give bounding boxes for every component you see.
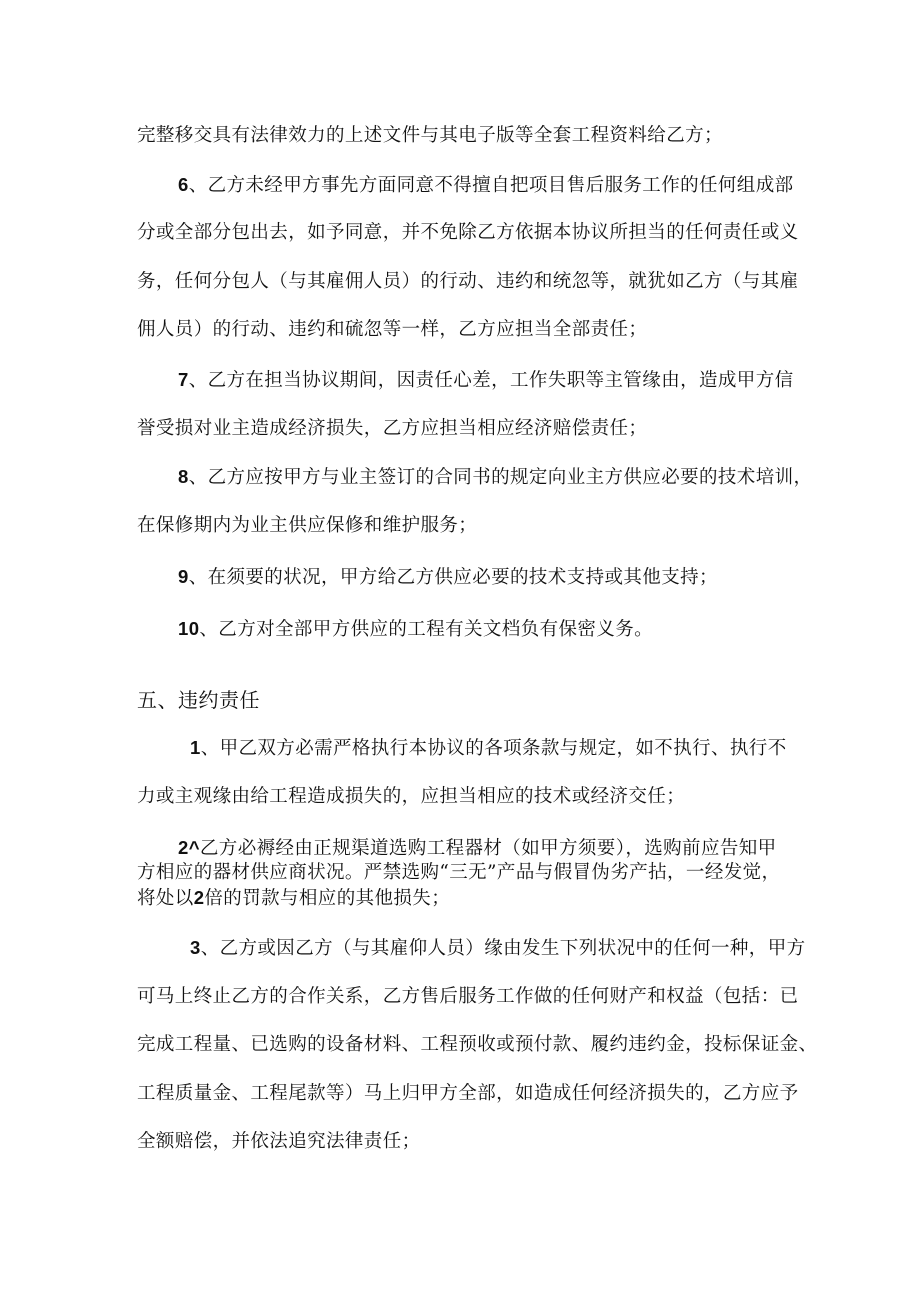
item-10-number: 10 (178, 618, 200, 639)
item-7-line-2: 誉受损对业主造成经济损失，乙方应担当相应经济赔偿责任； (137, 418, 648, 439)
s5-item-1-number: 1 (190, 737, 201, 758)
item-10-line-1 (178, 617, 653, 642)
item-8-text-1: 、乙方应按甲方与业主签订的合同书的规定向业主方供应必要的技术培训， (188, 467, 813, 488)
s5-item-3-line-1 (190, 936, 806, 961)
item-7-text-1: 、乙方在担当协议期间，因责任心差，工作失职等主管缘由，造成甲方信 (188, 370, 794, 391)
s5-item-3-line-3: 完成工程量、已选购的设备材料、工程预收或预付款、履约违约金，投标保证金、 (137, 1034, 818, 1055)
s5-item-3-line-4: 工程质量金、工程尾款等）马上归甲方全部，如造成任何经济损失的，乙方应予 (137, 1083, 799, 1104)
item-8-line-2: 在保修期内为业主供应保修和维护服务； (137, 515, 478, 536)
s5-item-2-line-1 (178, 836, 777, 861)
s5-item-1-line-2: 力或主观缘由给工程造成损失的，应担当相应的技术或经济交任； (137, 786, 686, 807)
item-6-text-1: 、乙方未经甲方事先方面同意不得擅自把项目售后服务工作的任何组成部 (188, 175, 794, 196)
s5-item-3-number: 3 (190, 937, 201, 958)
s5-item-2-number: 2^ (178, 837, 200, 858)
item-7-number: 7 (178, 369, 189, 390)
item-8-number: 8 (178, 466, 189, 487)
item-6-line-1 (178, 173, 794, 198)
item-6-line-2: 分或全部分包出去，如予同意，并不免除乙方依据本协议所担当的任何责任或义 (137, 222, 799, 243)
s5-item-1-line-1 (190, 736, 787, 761)
item-6-line-3: 务，任何分包人（与其雇佣人员）的行动、违约和统忽等，就犹如乙方（与其雇 (137, 271, 799, 292)
item-9-line-1 (178, 565, 718, 590)
section-heading-breach-liability: 五、违约责任 (137, 688, 260, 712)
s5-item-3-line-5: 全额赔偿，并依法追究法律责任； (137, 1131, 421, 1152)
item-9-text-1: 、在须要的状况，甲方给乙方供应必要的技术支持或其他支持； (188, 567, 718, 588)
item-7-line-1 (178, 368, 794, 393)
s5-item-2-multiplier: 2 (193, 887, 205, 908)
item-6-number: 6 (178, 174, 189, 195)
s5-item-1-text-1: 、甲乙双方必需严格执行本协议的各项条款与规定，如不执行、执行不 (200, 738, 787, 759)
s5-item-3-text-1: 、乙方或因乙方（与其雇仰人员）缘由发生下列状况中的任何一种，甲方 (200, 938, 806, 959)
s5-item-2-line-2: 方相应的器材供应商状况。严禁选购“三无”产品与假冒伪劣产拈，一经发觉， (137, 862, 781, 883)
s5-item-3-line-2: 可马上终止乙方的合作关系，乙方售后服务工作做的任何财产和权益（包括：已 (137, 986, 799, 1007)
item-9-number: 9 (178, 566, 189, 587)
s5-item-2-text-3a: 将处以 (137, 888, 194, 909)
s5-item-2-text-3b: 倍的罚款与相应的其他损失； (204, 888, 451, 909)
item-10-text-1: 、乙方对全部甲方供应的工程有关文档负有保密义务。 (199, 619, 653, 640)
paragraph-continuation: 完整移交具有法律效力的上述文件与其电子版等全套工程资料给乙方； (137, 125, 723, 146)
item-6-line-4: 佣人员）的行动、违约和硫忽等一样，乙方应担当全部责任； (137, 319, 648, 340)
s5-item-2-line-3 (137, 886, 450, 911)
s5-item-2-text-1: 乙方必褥经由正规渠道选购工程器材（如甲方须要），选购前应告知甲 (199, 838, 777, 859)
item-8-line-1 (178, 465, 812, 490)
